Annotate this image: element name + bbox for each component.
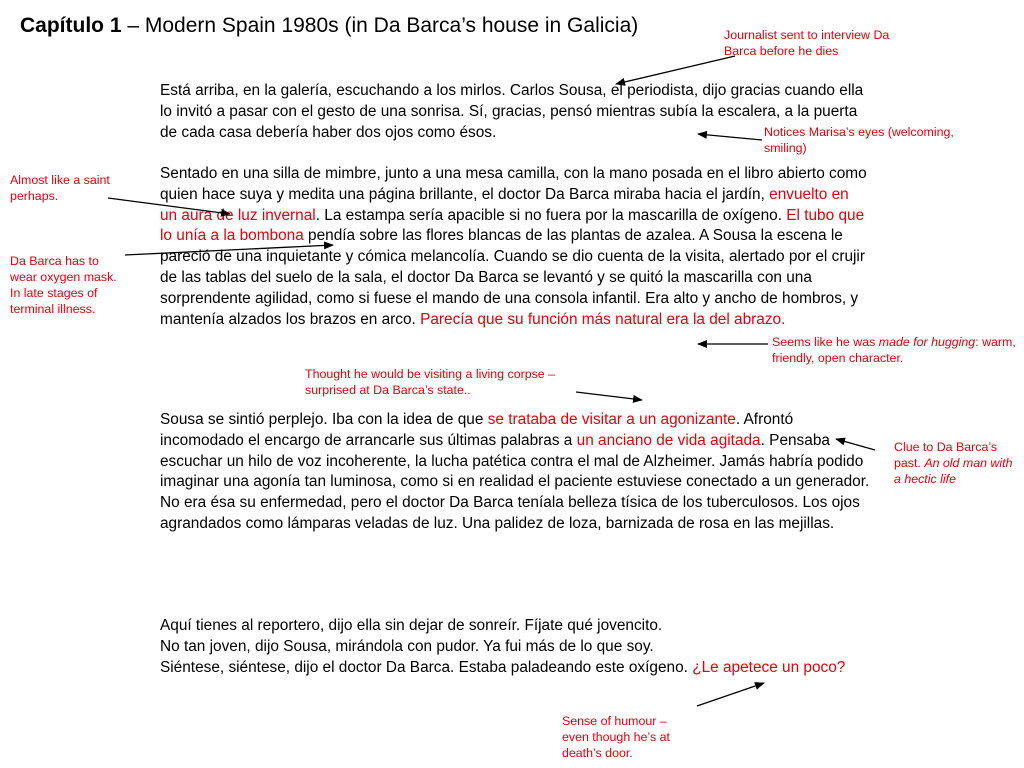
p3-text-3: . Pensaba escuchar un hilo de voz incoherente, la lucha patética contra el mal de Alzheimer. Jamás habría podido imaginar una agonía tan luminosa, como si en realidad el paciente estuviese conectado a un generador. No era ésa su enfermedad, pero el doctor Da Barca teníala belleza tísica de los tuberculosos. Los ojos agrandados como lámparas veladas de luz. Una palidez de loza, barnizada de rosa en las mejillas. (160, 431, 870, 532)
p4-highlight-oxygen-offer: ¿Le apetece un poco? (692, 658, 846, 676)
note-journalist: Journalist sent to interview Da Barca before he dies (724, 28, 890, 58)
p2-highlight-tube: El tubo que lo unía a la bombona (160, 206, 865, 245)
note-clue-pre: Clue to Da Barca’s past. (894, 440, 998, 470)
note-corpse: Thought he would be visiting a living corpse – surprised at Da Barca’s state.. (305, 367, 556, 397)
p2-text-1: Sentado en una silla de mimbre, junto a una mesa camilla, con la mano posada en el libro abierto como quien hace suya y medita una página brillante, el doctor Da Barca miraba hacia el jardín, (160, 165, 867, 203)
dialogue-line-1: Aquí tienes al reportero, dijo ella sin dejar de sonreír. Fíjate qué jovencito. (160, 617, 663, 634)
p3-highlight-anciano: un anciano de vida agitada (576, 431, 761, 449)
note-hugging-pre: Seems like he was (772, 335, 879, 349)
arrow-journalist (616, 56, 735, 84)
note-oxygen: Da Barca has to wear oxygen mask. In late stages of terminal illness. (10, 254, 117, 316)
paragraph-1: Está arriba, en la galería, escuchando a los mirlos. Carlos Sousa, el periodista, dijo gracias cuando ella lo invitó a pasar con el gesto de una sonrisa. Sí, gracias, pensó mientras subía la escalera, a la puerta de cada casa debería haber dos ojos como ésos. (160, 82, 864, 141)
note-hugging-em: made for hugging (878, 335, 976, 349)
note-hugging-post: : warm, friendly, open character. (772, 335, 1016, 365)
note-clue (894, 439, 1019, 487)
paragraph-3 (160, 410, 870, 535)
p3-text-1: Sousa se sintió perplejo. Iba con la idea de que (160, 411, 488, 428)
note-humour: Sense of humour – even though he’s at death’s door. (562, 714, 670, 760)
paragraph-4 (160, 616, 860, 678)
note-saint: Almost like a saint perhaps. (10, 173, 110, 203)
p2-text-2: . La estampa sería apacible si no fuera por la mascarilla de oxígeno. (315, 206, 787, 224)
dialogue-line-2: No tan joven, dijo Sousa, mirándola con pudor. Ya fui más de lo que soy. (160, 637, 654, 655)
p2-highlight-aura: envuelto en un aura de luz invernal (160, 185, 849, 224)
chapter-heading: Capítulo 1 (20, 14, 122, 37)
dialogue-line-3-text: Siéntese, siéntese, dijo el doctor Da Barca. Estaba paladeando este oxígeno. (160, 658, 693, 676)
arrow-humour (697, 683, 764, 706)
p2-text-3: pendía sobre las flores blancas de las plantas de azalea. A Sousa la escena le pareció de una inquietante y cómica melancolía. Cuando se dio cuenta de la visita, alertado por el crujir de las tablas del suelo de la sala, el doctor Da Barca se levantó y se quitó la mascarilla con una sorprendente agilidad, como si fuese el mando de una consola infantil. Era alto y ancho de hombros, y mantenía alzados los brazos en arco. (160, 227, 865, 328)
p3-highlight-agonizante: se trataba de visitar a un agonizante (487, 411, 736, 428)
p3-text-2: . Afrontó incomodado el encargo de arrancarle sus últimas palabras a (160, 411, 794, 449)
arrow-corpse (576, 392, 642, 400)
dialogue-line-3 (160, 658, 860, 679)
note-eyes: Notices Marisa’s eyes (welcoming, smiling) (764, 125, 954, 155)
note-hugging (772, 334, 1017, 366)
p2-highlight-hug: Parecía que su función más natural era la del abrazo. (420, 310, 786, 328)
paragraph-2 (160, 164, 870, 330)
page-title (20, 14, 638, 38)
chapter-subtitle: – Modern Spain 1980s (in Da Barca’s house in Galicia) (121, 14, 639, 37)
note-clue-em: An old man with a hectic life (894, 456, 1013, 486)
